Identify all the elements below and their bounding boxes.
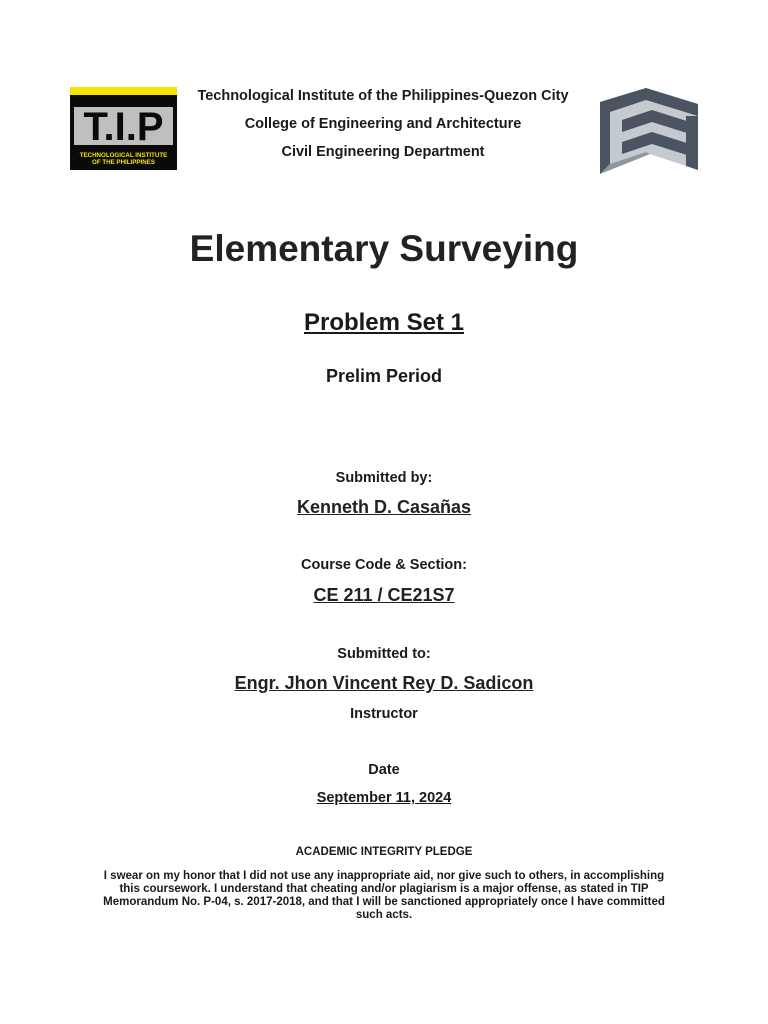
college-name: College of Engineering and Architecture xyxy=(244,116,522,132)
student-name: Kenneth D. Casañas xyxy=(296,497,472,517)
course-label: Course Code & Section: xyxy=(301,557,467,573)
problem-set-title: Problem Set 1 xyxy=(303,309,465,336)
date-value: September 11, 2024 xyxy=(316,790,452,806)
tip-logo-text: T.I.P xyxy=(83,105,164,149)
tip-logo xyxy=(70,87,177,170)
cea-logo xyxy=(598,88,698,176)
document-title: Elementary Surveying xyxy=(189,228,579,269)
department-name: Civil Engineering Department xyxy=(281,144,485,160)
svg-text:OF THE PHILIPPINES: OF THE PHILIPPINES xyxy=(92,159,155,166)
submitted-to-label: Submitted to: xyxy=(337,646,431,662)
submitted-by-label: Submitted by: xyxy=(335,470,433,486)
pledge-heading: ACADEMIC INTEGRITY PLEDGE xyxy=(295,846,473,858)
institution-name: Technological Institute of the Philippines-Quezon City xyxy=(197,88,569,104)
instructor-role: Instructor xyxy=(350,706,418,722)
pledge-text: I swear on my honor that I did not use any inappropriate aid, nor give such to others, in accomplishing this coursework. I understand that cheating and/or plagiarism is a major offense, as stated in TIP Memorandum No. P-04, s. 2017-2018, and that I will be sanctioned appropriately once I have committed such acts. xyxy=(103,870,665,921)
date-label: Date xyxy=(368,762,400,778)
period-label: Prelim Period xyxy=(325,366,443,386)
svg-text:TECHNOLOGICAL INSTITUTE: TECHNOLOGICAL INSTITUTE xyxy=(79,152,168,159)
course-code: CE 211 / CE21S7 xyxy=(313,585,455,605)
document-header xyxy=(0,0,768,190)
instructor-name: Engr. Jhon Vincent Rey D. Sadicon xyxy=(234,673,534,693)
